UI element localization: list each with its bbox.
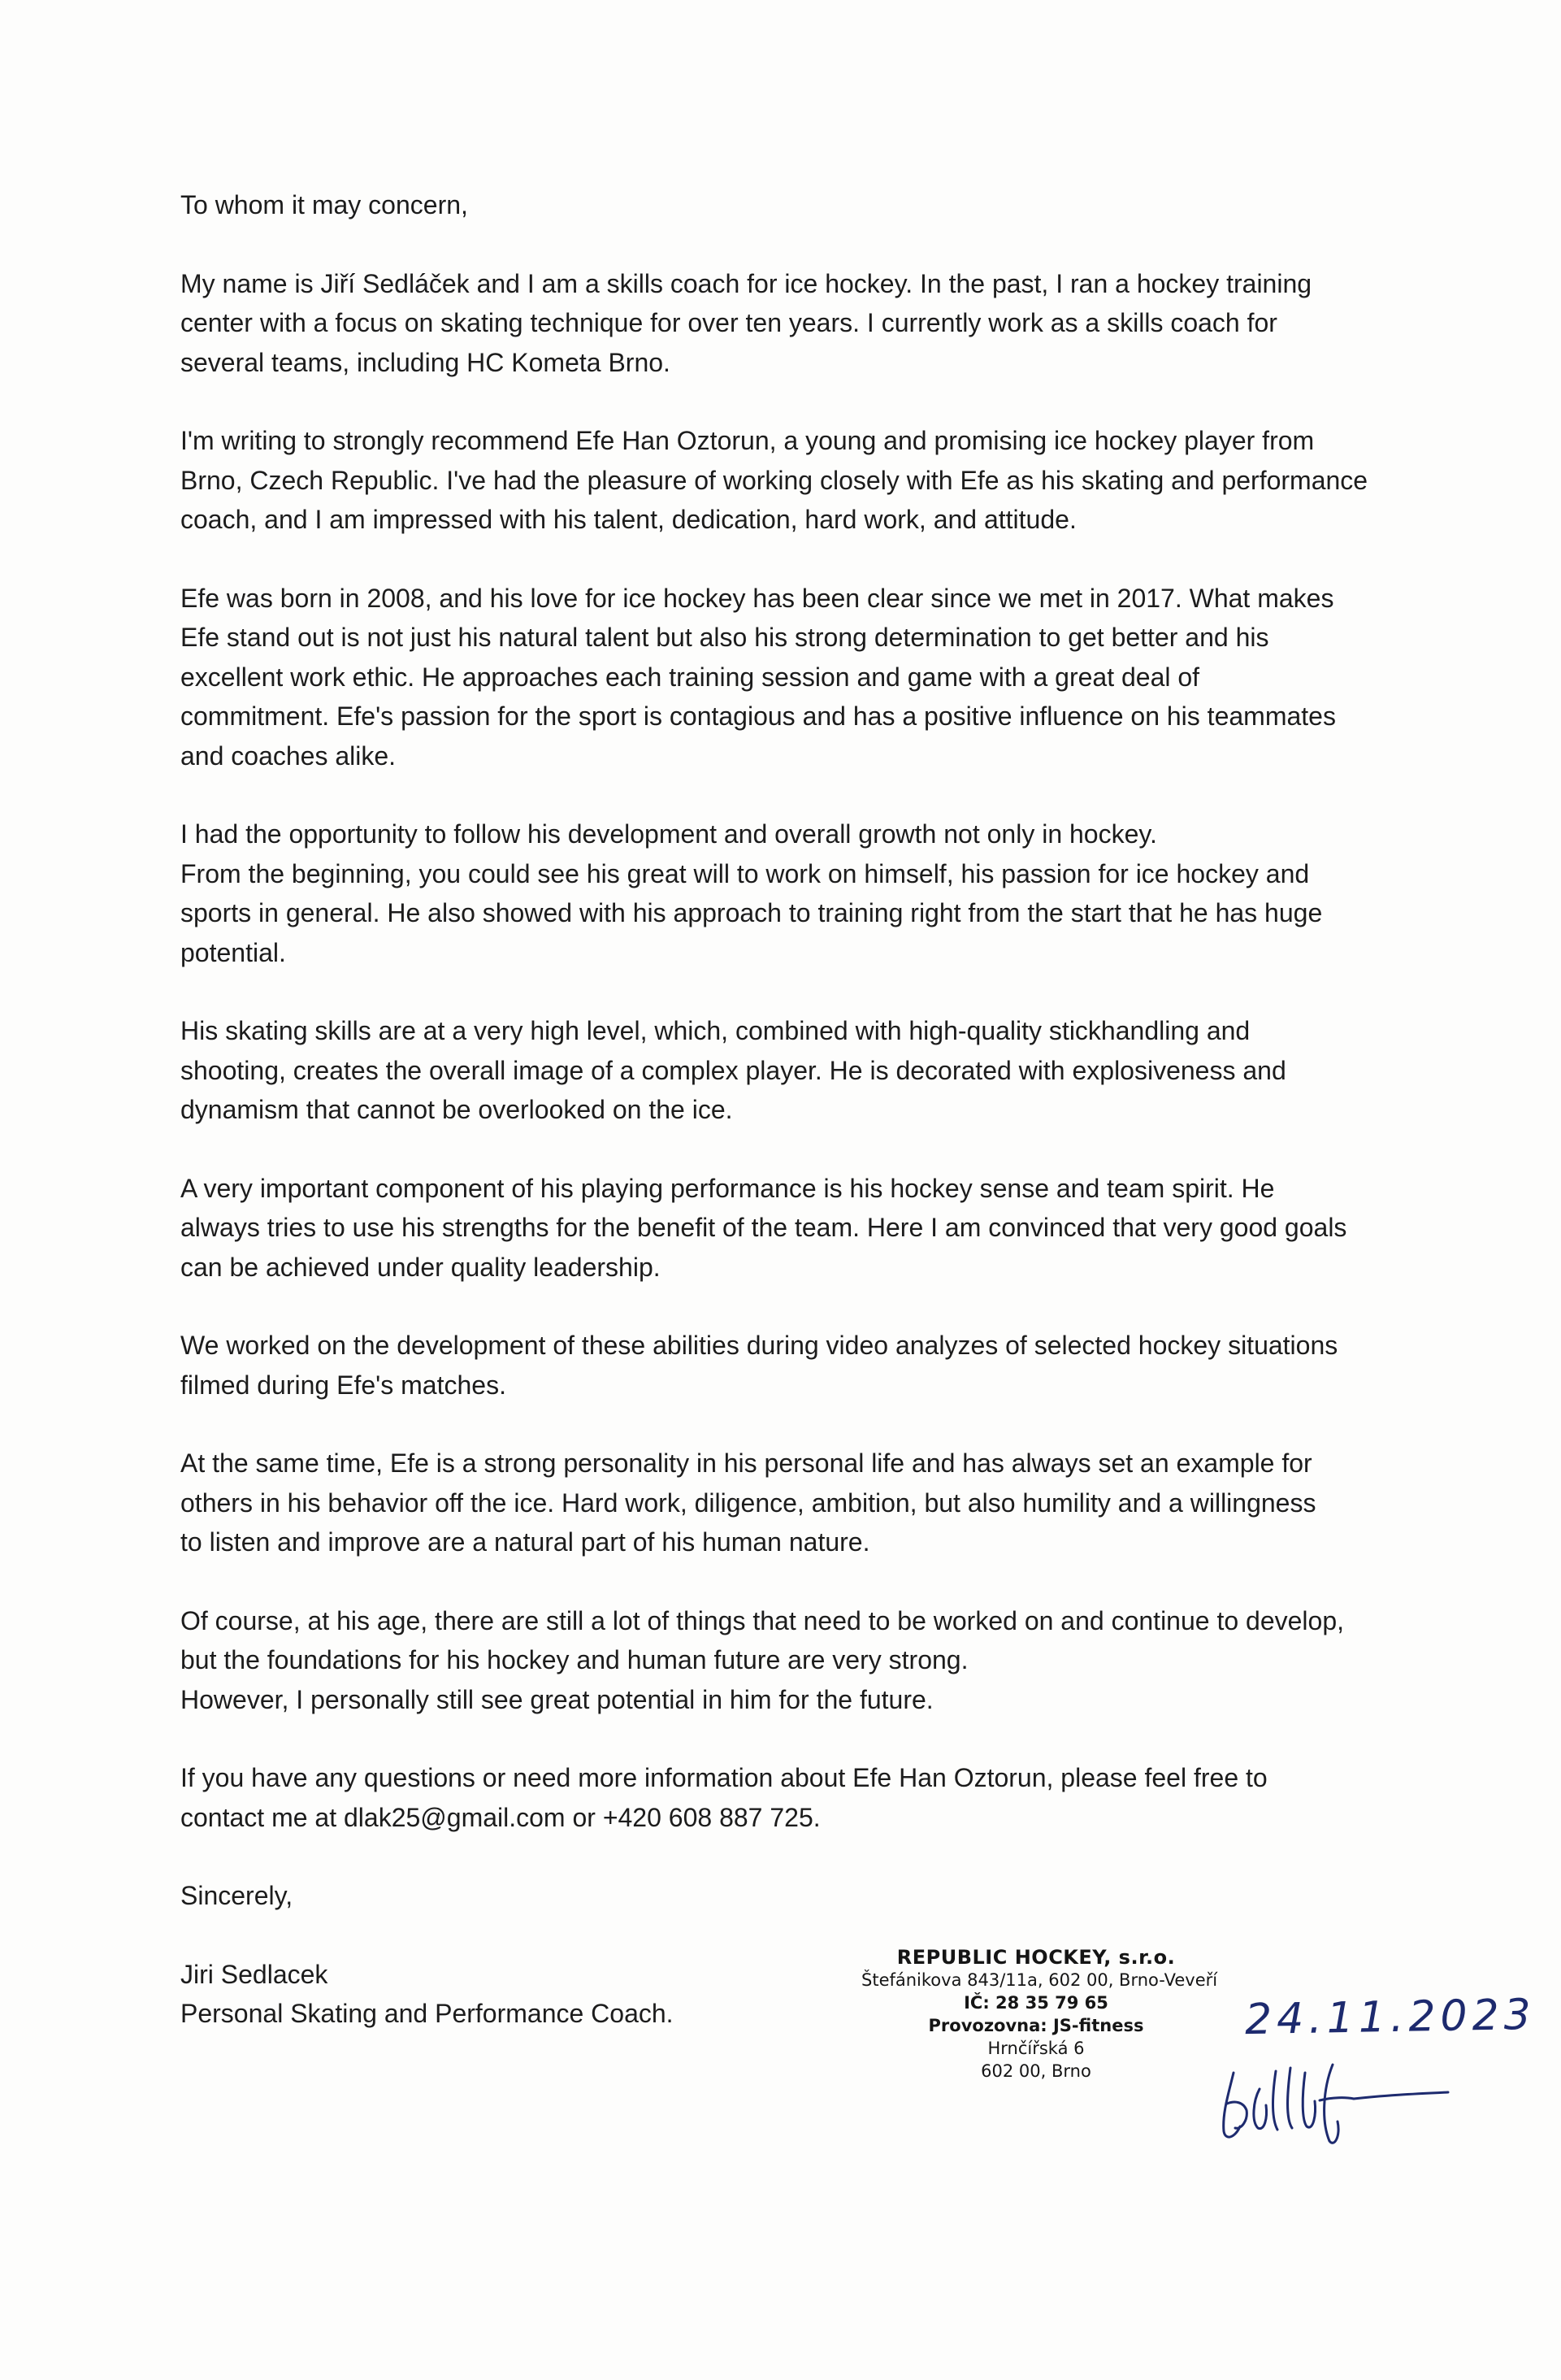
letter-closing: Sincerely, — [180, 1881, 293, 1910]
paragraph-skating-skills — [180, 1011, 1416, 1130]
paragraph-line: excellent work ethic. He approaches each training session and game with a great deal of — [180, 662, 1200, 692]
paragraph-line: others in his behavior off the ice. Hard work, diligence, ambition, but also humility and a willingness — [180, 1488, 1316, 1518]
stamp-ic: IČ: 28 35 79 65 — [964, 1993, 1108, 2013]
paragraph-future — [180, 1601, 1416, 1720]
stamp-provozovna: Provozovna: JS-fitness — [928, 2016, 1144, 2035]
stamp-street: Hrnčířská 6 — [987, 2039, 1085, 2058]
paragraph-line: My name is Jiří Sedláček and I am a skills coach for ice hockey. In the past, I ran a hockey training — [180, 268, 1312, 298]
stamp-city: 602 00, Brno — [981, 2061, 1091, 2081]
paragraph-personality — [180, 1444, 1416, 1562]
paragraph-background — [180, 579, 1416, 776]
handwritten-signature — [1211, 2056, 1455, 2146]
paragraph-line: center with a focus on skating technique for over ten years. I currently work as a skills coach for — [180, 308, 1277, 337]
paragraph-line: to listen and improve are a natural part of his human nature. — [180, 1527, 870, 1557]
paragraph-line: Efe was born in 2008, and his love for ice hockey has been clear since we met in 2017. What makes — [180, 583, 1334, 613]
paragraph-line: but the foundations for his hockey and human future are very strong. — [180, 1645, 969, 1674]
paragraph-development — [180, 814, 1416, 972]
signature-block — [180, 1955, 1416, 2034]
paragraph-line: sports in general. He also showed with his approach to training right from the start that he has huge — [180, 898, 1323, 927]
paragraph-recommendation — [180, 421, 1416, 540]
paragraph-line: From the beginning, you could see his great will to work on himself, his passion for ice hockey and — [180, 858, 1310, 888]
paragraph-line: Efe stand out is not just his natural talent but also his strong determination to get better and his — [180, 623, 1269, 652]
paragraph-line: dynamism that cannot be overlooked on the ice. — [180, 1095, 733, 1124]
paragraph-line: At the same time, Efe is a strong personality in his personal life and has always set an example for — [180, 1448, 1312, 1478]
paragraph-line: I'm writing to strongly recommend Efe Han Oztorun, a young and promising ice hockey player from — [180, 426, 1315, 455]
paragraph-line: several teams, including HC Kometa Brno. — [180, 347, 670, 377]
paragraph-line: always tries to use his strengths for the benefit of the team. Here I am convinced that very good goals — [180, 1213, 1347, 1242]
paragraph-line: shooting, creates the overall image of a complex player. He is decorated with explosiveness and — [180, 1055, 1286, 1085]
letter-greeting: To whom it may concern, — [180, 190, 468, 219]
paragraph-line: potential. — [180, 937, 286, 967]
company-stamp — [861, 1946, 1218, 2082]
paragraph-video-analysis — [180, 1326, 1416, 1405]
paragraph-line: His skating skills are at a very high level, which, combined with high-quality stickhandling and — [180, 1016, 1251, 1045]
paragraph-hockey-sense — [180, 1169, 1416, 1288]
stamp-company-name: REPUBLIC HOCKEY, s.r.o. — [896, 1946, 1176, 1969]
paragraph-line: However, I personally still see great potential in him for the future. — [180, 1684, 934, 1714]
paragraph-line: contact me at dlak25@gmail.com or +420 608 887 725. — [180, 1802, 821, 1832]
paragraph-line: If you have any questions or need more information about Efe Han Oztorun, please feel free to — [180, 1763, 1268, 1792]
letter-body — [180, 185, 1416, 2034]
signer-name: Jiri Sedlacek — [180, 1959, 328, 1989]
paragraph-line: commitment. Efe's passion for the sport is contagious and has a positive influence on his teammates — [180, 701, 1336, 731]
handwritten-date: 24.11.2023 — [1244, 1990, 1537, 2045]
paragraph-line: filmed during Efe's matches. — [180, 1370, 506, 1400]
paragraph-introduction — [180, 264, 1416, 383]
paragraph-line: A very important component of his playing performance is his hockey sense and team spirit. He — [180, 1173, 1275, 1203]
paragraph-line: We worked on the development of these abilities during video analyzes of selected hockey situations — [180, 1331, 1338, 1360]
paragraph-line: coach, and I am impressed with his talent, dedication, hard work, and attitude. — [180, 505, 1077, 534]
paragraph-line: Brno, Czech Republic. I've had the pleasure of working closely with Efe as his skating and performance — [180, 465, 1368, 495]
paragraph-line: and coaches alike. — [180, 740, 397, 771]
paragraph-line: can be achieved under quality leadership. — [180, 1252, 661, 1282]
paragraph-contact — [180, 1758, 1416, 1837]
stamp-address: Štefánikova 843/11a, 602 00, Brno-Veveří — [861, 1970, 1218, 1990]
signer-title: Personal Skating and Performance Coach. — [180, 1999, 674, 2028]
paragraph-line: I had the opportunity to follow his development and overall growth not only in hockey. — [180, 819, 1157, 849]
paragraph-line: Of course, at his age, there are still a lot of things that need to be worked on and continue to develop, — [180, 1605, 1345, 1635]
